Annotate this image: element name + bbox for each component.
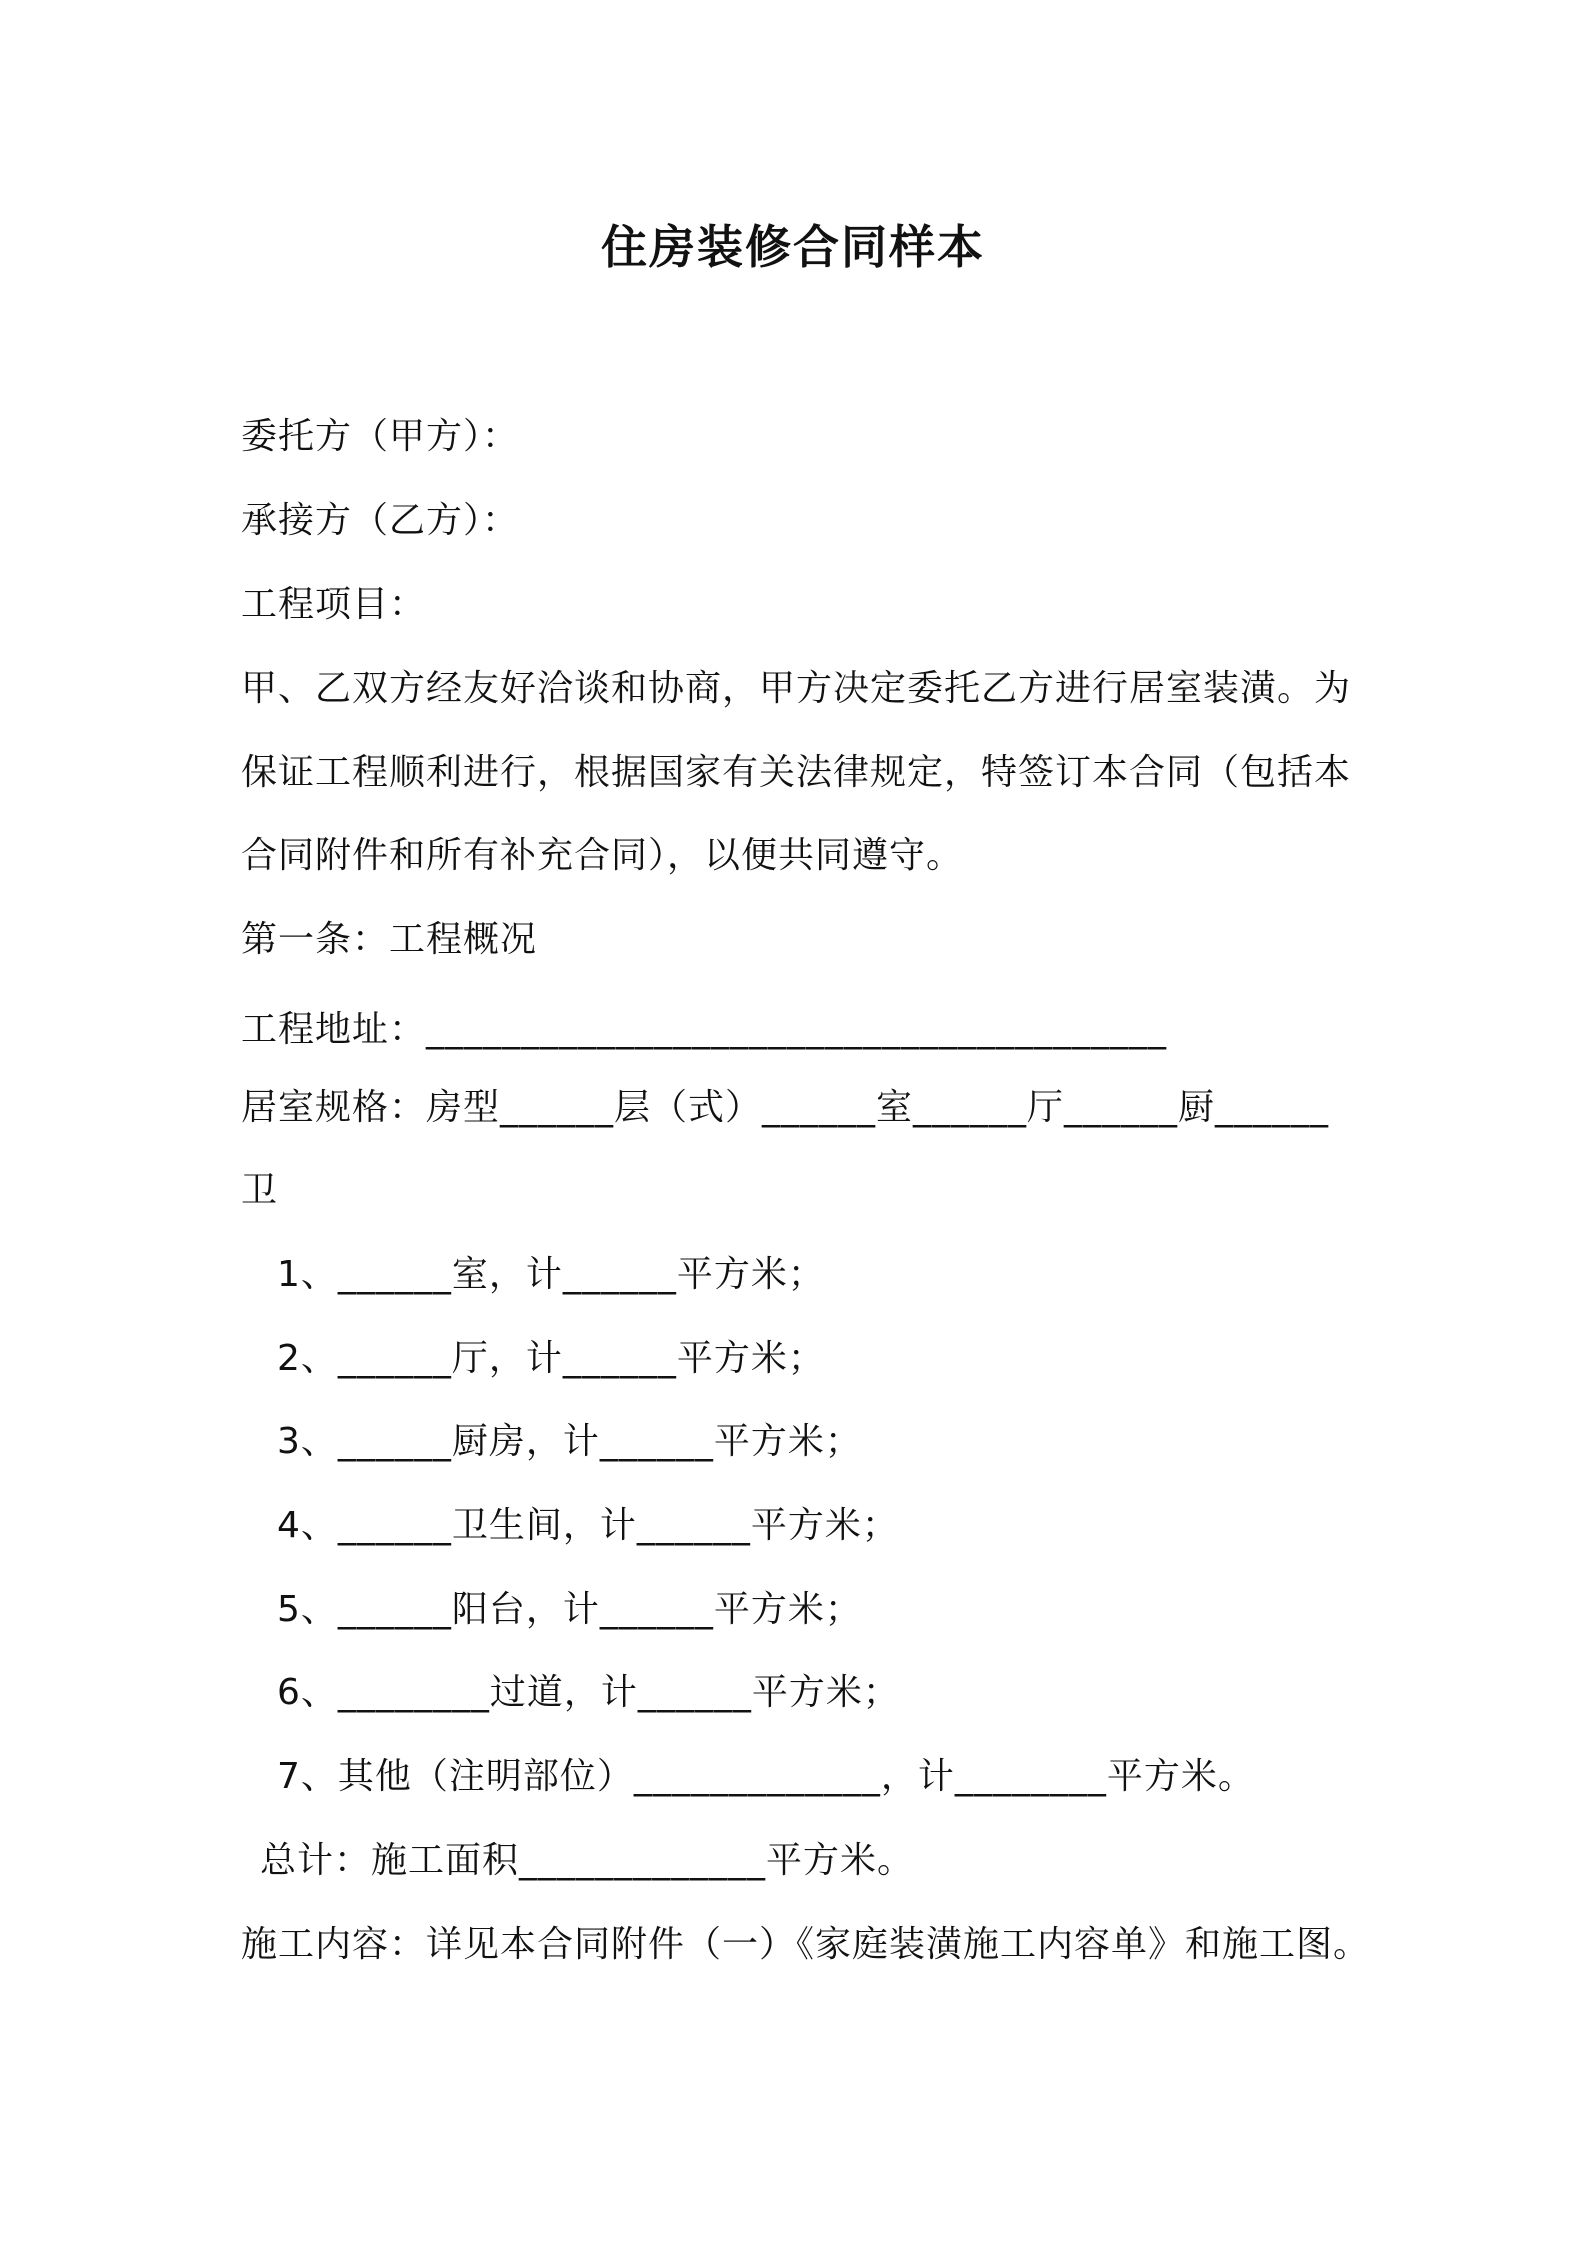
total-area-line: 总计：施工面积_____________平方米。	[260, 1840, 915, 1881]
preamble-line-1: 甲、乙双方经友好洽谈和协商，甲方决定委托乙方进行居室装潢。为	[241, 668, 1352, 709]
client-party-line: 委托方（甲方）：	[241, 416, 520, 457]
area-item-balcony: 5、______阳台，计______平方米；	[277, 1589, 862, 1630]
preamble-line-3: 合同附件和所有补充合同），以便共同遵守。	[241, 835, 964, 876]
document-title: 住房装修合同样本	[601, 220, 985, 274]
article-1-heading: 第一条：工程概况	[241, 919, 538, 960]
area-item-kitchen: 3、______厨房，计______平方米；	[277, 1421, 862, 1462]
area-item-other: 7、其他（注明部位）_____________，计________平方米。	[277, 1756, 1255, 1797]
area-item-room: 1、______室，计______平方米；	[277, 1254, 825, 1295]
room-spec-line-cont: 卫	[241, 1170, 279, 1211]
contractor-party-line: 承接方（乙方）：	[241, 500, 520, 541]
area-item-corridor: 6、________过道，计______平方米；	[277, 1672, 900, 1713]
construction-content-line: 施工内容：详见本合同附件（一）《家庭装潢施工内容单》和施工图。	[241, 1924, 1371, 1965]
project-address-line: 工程地址：_______________________________________	[241, 1009, 1168, 1050]
area-item-hall: 2、______厅，计______平方米；	[277, 1338, 825, 1379]
area-item-bathroom: 4、______卫生间，计______平方米；	[277, 1505, 899, 1546]
preamble-line-2: 保证工程顺利进行，根据国家有关法律规定，特签订本合同（包括本	[241, 752, 1352, 793]
project-line: 工程项目：	[241, 584, 427, 625]
room-spec-line: 居室规格：房型______层（式）______室______厅______厨______	[241, 1087, 1330, 1128]
